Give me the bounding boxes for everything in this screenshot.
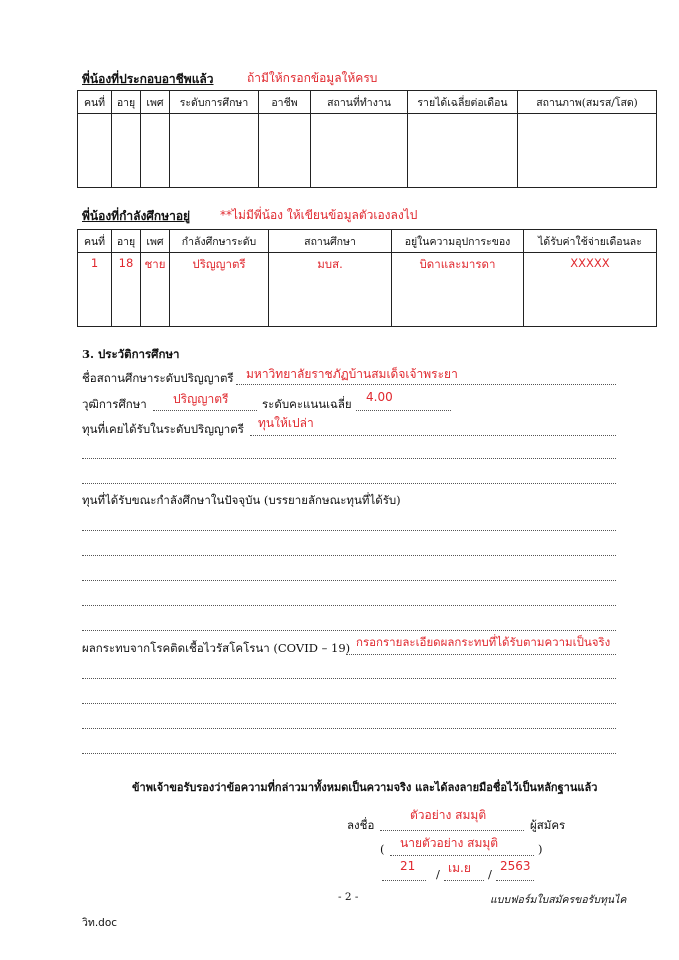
col-header: อาชีพ	[259, 91, 311, 114]
blank-line[interactable]	[82, 530, 616, 531]
gpa-label: ระดับคะแนนเฉลี่ย	[262, 397, 352, 411]
blank-line[interactable]	[82, 555, 616, 556]
certification-statement: ข้าพเจ้าขอรับรองว่าข้อความที่กล่าวมาทั้งหมดเป็นความจริง และได้ลงลายมือชื่อไว้เป็นหลักฐานแล้ว	[132, 781, 598, 794]
studying-siblings-title: พี่น้องที่กำลังศึกษาอยู่	[82, 209, 191, 223]
signature-value[interactable]: ตัวอย่าง สมมุติ	[410, 808, 487, 822]
working-siblings-title: พี่น้องที่ประกอบอาชีพแล้ว	[82, 72, 214, 86]
sign-label: ลงชื่อ	[347, 818, 375, 832]
col-header: สถานศึกษา	[269, 230, 392, 253]
date-separator: /	[436, 867, 440, 881]
file-name: วิท.doc	[82, 917, 118, 929]
covid-value[interactable]: กรอกรายละเอียดผลกระทบที่ได้รับตามความเป็นจริง	[356, 635, 611, 649]
full-name-line	[390, 855, 534, 856]
blank-line[interactable]	[82, 483, 616, 484]
col-header: ได้รับค่าใช้จ่ายเดือนละ	[524, 230, 657, 253]
col-header: สถานภาพ(สมรส/โสด)	[518, 91, 657, 114]
table-cell[interactable]: บิดาและมารดา	[392, 253, 524, 327]
degree-line	[153, 410, 257, 411]
table-header-row	[78, 230, 657, 253]
table-cell[interactable]	[311, 114, 408, 188]
date-month[interactable]: เม.ย	[448, 861, 471, 875]
col-header: รายได้เฉลี่ยต่อเดือน	[408, 91, 518, 114]
col-header: อายุ	[112, 230, 141, 253]
blank-line[interactable]	[82, 753, 616, 754]
institution-value[interactable]: มหาวิทยาลัยราชภัฏบ้านสมเด็จเจ้าพระยา	[246, 367, 458, 381]
blank-line[interactable]	[82, 728, 616, 729]
covid-label: ผลกระทบจากโรคติดเชื้อไวรัสโคโรนา (COVID – 19)	[82, 641, 351, 655]
table-row	[78, 114, 657, 188]
blank-line[interactable]	[82, 630, 616, 631]
table-cell[interactable]: ชาย	[141, 253, 170, 327]
year-line	[496, 880, 534, 881]
studying-siblings-table	[77, 229, 657, 327]
form-name: แบบฟอร์มใบสมัครขอรับทุนไค	[490, 894, 627, 906]
studying-siblings-hint: **ไม่มีพี่น้อง ให้เขียนข้อมูลตัวเองลงไป	[220, 208, 418, 222]
col-header: คนที่	[78, 230, 112, 253]
table-cell[interactable]	[112, 114, 141, 188]
applicant-label: ผู้สมัคร	[530, 818, 566, 832]
table-cell[interactable]: 1	[78, 253, 112, 327]
col-header: ระดับการศึกษา	[170, 91, 259, 114]
col-header: เพศ	[141, 91, 170, 114]
sign-line	[380, 830, 524, 831]
table-cell[interactable]	[78, 114, 112, 188]
date-separator: /	[488, 867, 492, 881]
col-header: สถานที่ทำงาน	[311, 91, 408, 114]
table-cell[interactable]	[170, 114, 259, 188]
covid-line	[346, 654, 616, 655]
day-line	[382, 880, 426, 881]
col-header: อยู่ในความอุปการะของ	[392, 230, 524, 253]
col-header: เพศ	[141, 230, 170, 253]
gpa-value[interactable]: 4.00	[366, 390, 393, 404]
past-scholarship-line	[250, 435, 616, 436]
table-cell[interactable]	[259, 114, 311, 188]
working-siblings-hint: ถ้ามีให้กรอกข้อมูลให้ครบ	[247, 71, 378, 85]
institution-line	[236, 384, 616, 385]
open-paren: (	[380, 842, 385, 856]
date-year[interactable]: 2563	[500, 859, 531, 873]
full-name-value[interactable]: นายตัวอย่าง สมมุติ	[400, 836, 499, 850]
table-cell[interactable]	[141, 114, 170, 188]
date-day[interactable]: 21	[400, 859, 416, 873]
table-cell[interactable]	[518, 114, 657, 188]
current-scholarship-label: ทุนที่ได้รับขณะกำลังศึกษาในปัจจุบัน (บรรยายลักษณะทุนที่ได้รับ)	[82, 493, 401, 507]
blank-line[interactable]	[82, 678, 616, 679]
page-number: - 2 -	[338, 891, 359, 903]
col-header: อายุ	[112, 91, 141, 114]
working-siblings-table	[77, 90, 657, 188]
blank-line[interactable]	[82, 458, 616, 459]
institution-label: ชื่อสถานศึกษาระดับปริญญาตรี	[82, 371, 234, 385]
col-header: กำลังศึกษาระดับ	[170, 230, 269, 253]
col-header: คนที่	[78, 91, 112, 114]
table-cell[interactable]: มบส.	[269, 253, 392, 327]
degree-label: วุฒิการศึกษา	[82, 397, 147, 411]
blank-line[interactable]	[82, 580, 616, 581]
table-cell[interactable]	[408, 114, 518, 188]
past-scholarship-label: ทุนที่เคยได้รับในระดับปริญญาตรี	[82, 422, 244, 436]
table-cell[interactable]: 18	[112, 253, 141, 327]
degree-value[interactable]: ปริญญาตรี	[173, 392, 229, 406]
education-heading: 3. ประวัติการศึกษา	[82, 347, 180, 361]
blank-line[interactable]	[82, 605, 616, 606]
table-row	[78, 253, 657, 327]
gpa-line	[356, 410, 451, 411]
month-line	[444, 880, 484, 881]
close-paren: )	[538, 842, 543, 856]
table-cell[interactable]: ปริญญาตรี	[170, 253, 269, 327]
blank-line[interactable]	[82, 703, 616, 704]
past-scholarship-value[interactable]: ทุนให้เปล่า	[258, 416, 314, 430]
table-header-row	[78, 91, 657, 114]
table-cell[interactable]: XXXXX	[524, 253, 657, 327]
